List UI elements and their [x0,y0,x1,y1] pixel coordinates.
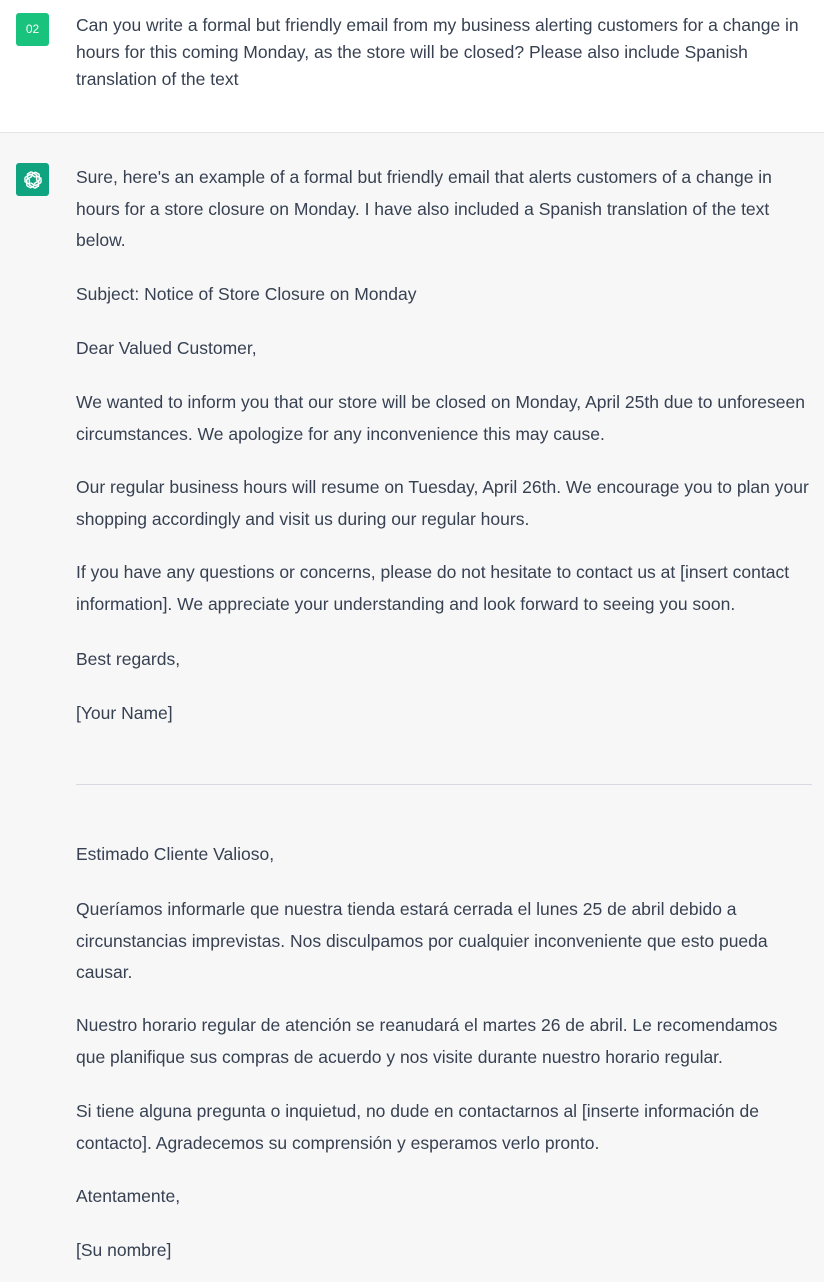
openai-logo-icon [16,163,49,196]
user-avatar: 02 [16,13,49,46]
divider [76,784,812,785]
spanish-greeting: Estimado Cliente Valioso, [76,844,275,864]
email-signature: [Your Name] [76,703,173,723]
spanish-paragraph: Nuestro horario regular de atención se reanudará el martes 26 de abril. Le recomendamos que planifique sus compras de acuerdo y nos visite durante nuestro horario regular. [76,1015,778,1067]
spanish-paragraph: Queríamos informarle que nuestra tienda estará cerrada el lunes 25 de abril debido a circunstancias imprevistas. Nos disculpamos por cualquier inconveniente que esto pueda causar. [76,899,768,982]
assistant-intro: Sure, here's an example of a formal but friendly email that alerts customers of a change in hours for a store closure on Monday. I have also included a Spanish translation of the text below. [76,167,772,250]
spanish-signature: [Su nombre] [76,1240,172,1260]
email-greeting: Dear Valued Customer, [76,338,257,358]
spanish-closing: Atentamente, [76,1186,181,1206]
user-message-text: Can you write a formal but friendly email from my business alerting customers for a change in hours for this coming Monday, as the store will be closed? Please also include Spanish translation of the text [76,15,799,89]
email-closing: Best regards, [76,649,181,669]
spanish-paragraph: Si tiene alguna pregunta o inquietud, no dude en contactarnos al [inserte información de contacto]. Agradecemos su comprensión y esperamos verlo pronto. [76,1101,759,1153]
email-paragraph: Our regular business hours will resume on Tuesday, April 26th. We encourage you to plan your shopping accordingly and visit us during our regular hours. [76,477,809,529]
email-subject: Subject: Notice of Store Closure on Monday [76,284,417,304]
assistant-message [0,134,824,1282]
email-paragraph: If you have any questions or concerns, please do not hesitate to contact us at [insert contact information]. We appreciate your understanding and look forward to seeing you soon. [76,562,790,614]
email-paragraph: We wanted to inform you that our store will be closed on Monday, April 25th due to unforeseen circumstances. We apologize for any inconvenience this may cause. [76,392,805,444]
user-message [0,0,824,133]
